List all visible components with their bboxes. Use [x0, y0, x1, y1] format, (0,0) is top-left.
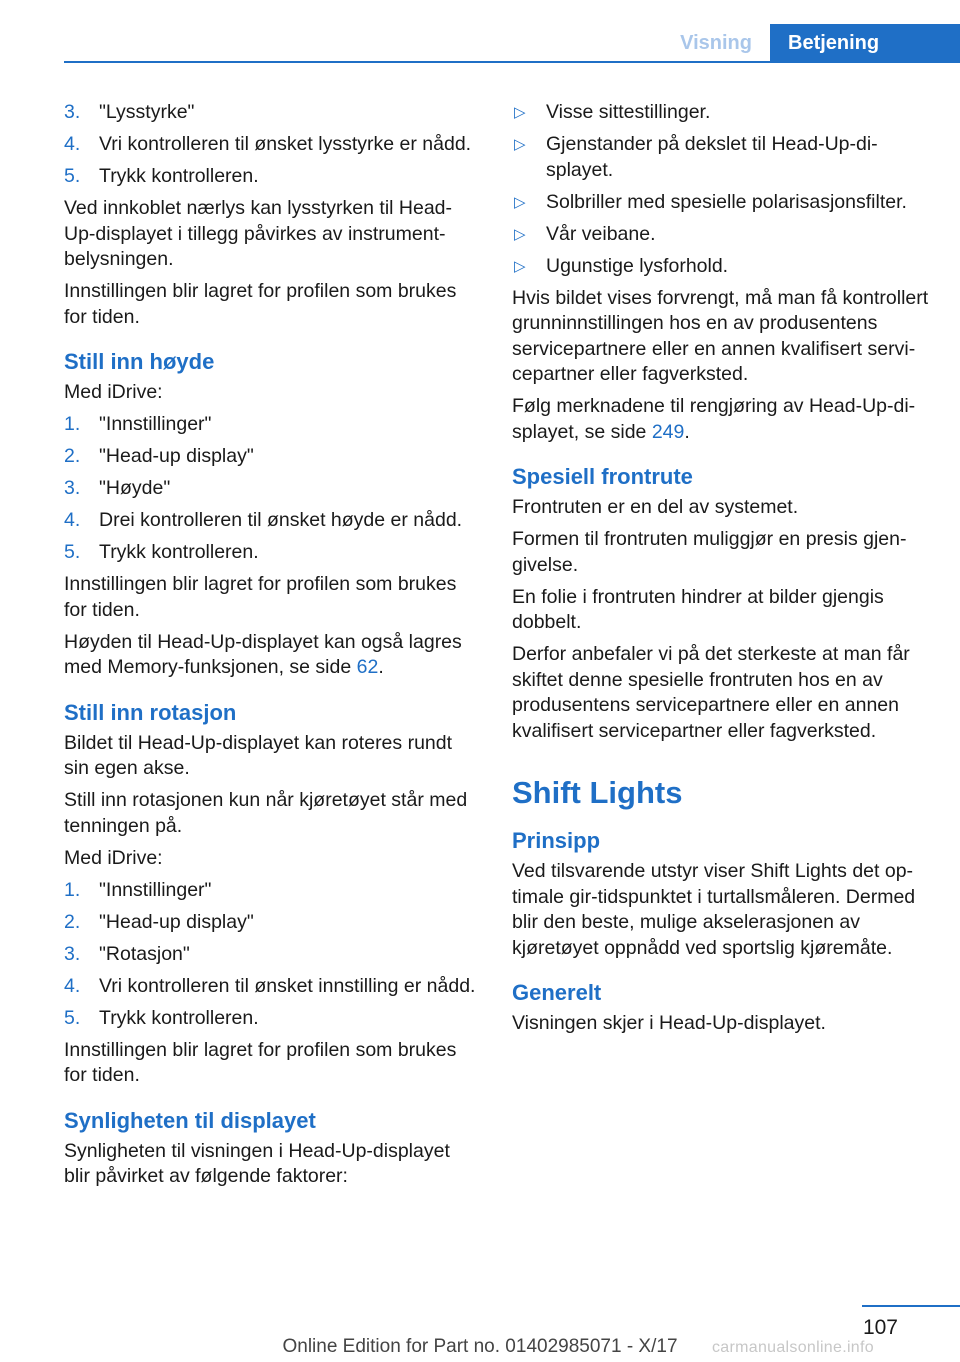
list-item [512, 100, 932, 126]
paragraph: Med iDrive: [64, 846, 163, 869]
paragraph-text: . [378, 656, 384, 678]
paragraph: Ved innkoblet nærlys kan lysstyrken til Head-Up-displayet i tillegg påvirkes av instrumentbelysningen. [64, 197, 453, 270]
heading-shift-lights: Shift Lights [512, 775, 683, 810]
step-number: 3. [64, 477, 81, 499]
heading-prinsipp: Prinsipp [512, 828, 601, 853]
triangle-bullet-icon: ▷ [514, 257, 526, 275]
paragraph: Ved tilsvarende utstyr viser Shift Lights det optimale gir-tidspunktet i turtallsmåleren. Dermed blir den beste, mulige akselerasjonen av kjøretøyet oppnådd ved sportslig kjøremåte. [512, 860, 916, 959]
step-number: 2. [64, 445, 81, 467]
footer-rule [862, 1305, 960, 1307]
triangle-bullet-icon: ▷ [514, 225, 526, 243]
list-item [64, 164, 480, 190]
bullet-text: Visse sittestillinger. [546, 101, 711, 123]
step-number: 5. [64, 165, 81, 187]
left-column [64, 100, 480, 1196]
list-item [64, 100, 480, 126]
list-item [512, 254, 932, 280]
paragraph: Hvis bildet vises forvrengt, må man få kontrollert grunninnstillingen hos en av produsentens servicepartnere eller en annen kvalifisert servicepartner eller fagverksted. [512, 286, 929, 385]
paragraph: Synligheten til visningen i Head-Up-displayet blir påvirket av følgende faktorer: [64, 1139, 450, 1187]
paragraph: Derfor anbefaler vi på det sterkeste at man får skiftet denne spesielle frontruten hos en av produsentens servicepartnere eller en annen kvalifisert servicepartner eller fagverksted. [512, 643, 910, 742]
list-item [64, 974, 480, 1000]
triangle-bullet-icon: ▷ [514, 193, 526, 211]
paragraph: Frontruten er en del av systemet. [512, 496, 799, 518]
heading-synligheten: Synligheten til displayet [64, 1107, 316, 1133]
list-item [64, 444, 480, 470]
paragraph: En folie i frontruten hindrer at bilder gjengis dobbelt. [512, 585, 884, 633]
page-number: 107 [862, 1316, 898, 1339]
step-text: "Rotasjon" [99, 942, 190, 965]
paragraph: Innstillingen blir lagret for profilen som brukes for tiden. [64, 280, 457, 328]
right-column [512, 100, 932, 1043]
step-text: "Head-up display" [99, 910, 254, 933]
height-steps [64, 412, 480, 566]
paragraph: Bildet til Head-Up-displayet kan roteres rundt sin egen akse. [64, 731, 453, 779]
step-text: Trykk kontrolleren. [99, 541, 259, 563]
step-text: "Innstillinger" [99, 413, 212, 435]
step-text: "Høyde" [99, 477, 171, 499]
rotation-steps [64, 878, 480, 1032]
tab-visning[interactable]: Visning [634, 24, 770, 62]
heading-still-inn-hoyde: Still inn høyde [64, 349, 215, 374]
page-link-62[interactable]: 62 [356, 656, 379, 678]
list-item [64, 508, 480, 534]
step-text: "Head-up display" [99, 445, 254, 467]
visibility-factors [512, 100, 932, 279]
paragraph: Innstillingen blir lagret for profilen som brukes for tiden. [64, 1038, 457, 1086]
step-text: "Innstillinger" [99, 878, 212, 901]
list-item [64, 476, 480, 502]
list-item [64, 1006, 480, 1032]
bullet-text: Ugunstige lysforhold. [546, 254, 729, 277]
list-item [512, 190, 932, 216]
step-number: 4. [64, 974, 81, 997]
paragraph-text: Følg merknadene til rengjøring av Head-Up-displayet, se side [512, 395, 916, 443]
bullet-text: Solbriller med spesielle polarisasjonsfilter. [546, 190, 907, 213]
step-text: Vri kontrolleren til ønsket innstilling er nådd. [99, 974, 476, 997]
list-item [512, 222, 932, 248]
paragraph-text: . [684, 420, 690, 443]
list-item [64, 412, 480, 438]
heading-generelt: Generelt [512, 980, 602, 1005]
edition-footer: Online Edition for Part no. 01402985071 - X/17 [282, 1336, 678, 1357]
step-number: 5. [64, 1006, 81, 1029]
bullet-text: Vår veibane. [546, 222, 656, 245]
triangle-bullet-icon: ▷ [514, 136, 526, 153]
watermark: carmanualsonline.info [712, 1339, 874, 1356]
step-number: 5. [64, 541, 81, 563]
heading-spesiell-frontrute: Spesiell frontrute [512, 464, 693, 489]
triangle-bullet-icon: ▷ [514, 104, 526, 121]
paragraph: Visningen skjer i Head-Up-displayet. [512, 1012, 826, 1034]
paragraph: Innstillingen blir lagret for profilen som brukes for tiden. [64, 573, 457, 621]
step-text: Vri kontrolleren til ønsket lysstyrke er nådd. [99, 133, 472, 155]
step-text: Trykk kontrolleren. [99, 165, 259, 187]
paragraph [512, 394, 932, 445]
step-number: 1. [64, 878, 81, 901]
paragraph-text: Høyden til Head-Up-displayet kan også lagres med Memory-funksjonen, se side [64, 630, 462, 678]
paragraph: Still inn rotasjonen kun når kjøretøyet står med tenningen på. [64, 789, 468, 837]
step-number: 1. [64, 413, 81, 435]
page-link-249[interactable]: 249 [651, 420, 685, 443]
step-number: 4. [64, 133, 81, 155]
list-item [64, 878, 480, 904]
bullet-text: Gjenstander på dekslet til Head-Up-displayet. [546, 133, 878, 181]
list-item [64, 910, 480, 936]
paragraph: Formen til frontruten muliggjør en presis gjengivelse. [512, 528, 907, 576]
list-item [512, 132, 932, 183]
list-item [64, 540, 480, 566]
step-number: 3. [64, 101, 81, 123]
step-text: "Lysstyrke" [99, 101, 195, 123]
brightness-steps [64, 100, 480, 190]
header-tabs [634, 24, 960, 62]
paragraph: Med iDrive: [64, 381, 163, 403]
tab-betjening[interactable]: Betjening [770, 24, 960, 62]
step-number: 4. [64, 509, 81, 531]
header-rule [64, 61, 960, 63]
step-text: Trykk kontrolleren. [99, 1006, 259, 1029]
list-item [64, 942, 480, 968]
heading-still-inn-rotasjon: Still inn rotasjon [64, 699, 237, 725]
list-item [64, 132, 480, 158]
step-number: 3. [64, 942, 81, 965]
paragraph [64, 630, 480, 681]
step-text: Drei kontrolleren til ønsket høyde er nådd. [99, 509, 463, 531]
step-number: 2. [64, 910, 81, 933]
